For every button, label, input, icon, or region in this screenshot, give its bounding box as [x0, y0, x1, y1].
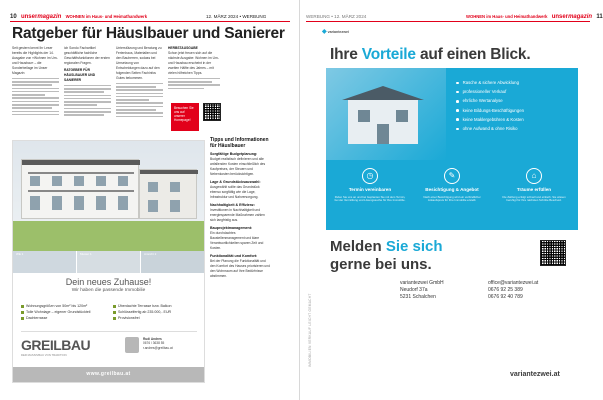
- house-photo: [326, 68, 446, 160]
- step-besichtigung: ✎ Besichtigung & Angebot Nach einer Besichtigung wird ein verbindlicher Ankaufspreis für Ihre Immobilie erstellt.: [416, 168, 488, 203]
- col2-heading: RATGEBER FÜR HÄUSLBAUER UND SANIERER: [64, 68, 96, 82]
- tip-item: Bauprojektmanagement: Ein durchdachtes Baustellenmanagement und klare Verantwortlichkeiten sparen Zeit und Kosten.: [210, 226, 264, 250]
- greilbau-logo[interactable]: GREILBAU DER MASSIVBAU VON TRADITION: [21, 337, 91, 357]
- tip-item: Lage & Grundstücksauswahl: Ausgewählt sollte das Grundstück ebenso sorgfältig wie die Lage, Infrastruktur und Nahversorgung.: [210, 180, 261, 199]
- step-traeume: ⌂ Träume erfüllen Die Zahlung erfolgt schnell und einfach. Sie wissen beruhigt für Ihre nächsten Schritte Bescheid.: [498, 168, 570, 203]
- text-lines: [168, 78, 220, 89]
- feature-item: Überdachte Terrasse bzw. Balkon: [113, 303, 203, 309]
- contact-name: Rudi Andres: [143, 337, 162, 341]
- tip-item: Nachhaltigkeit & Effizienz: Investitionen in Nachhaltigkeit und energiesparende Maßnahmen zahlen sich langfristig aus.: [210, 203, 265, 222]
- contact-info: Rudi Andres 0676 / 3638 55 r.andres@greilbau.at: [143, 337, 201, 350]
- company-address: [400, 280, 480, 301]
- feature-item: Schlüsselfertig ab 235.000,- EUR: [113, 309, 203, 315]
- greilbau-ad[interactable]: [12, 140, 205, 383]
- ad-url[interactable]: www.greilbau.at: [13, 367, 204, 382]
- cta-line-2: gerne bei uns.: [330, 256, 432, 273]
- left-page: [0, 0, 300, 400]
- lawn: [13, 221, 204, 251]
- building-rendering: [13, 141, 204, 251]
- email-link[interactable]: office@variantezwei.at: [488, 280, 539, 286]
- right-header: [466, 14, 603, 20]
- features-right: [113, 303, 203, 321]
- left-date-line: 12. MÄRZ 2024 • WERBUNG: [206, 14, 267, 19]
- side-label: IMMOBILIEN VERKAUF LEICHT GEMACHT: [308, 293, 312, 367]
- col4-text: Schon jetzt freuen sich auf die nächste Ausgabe: Wohnen im Um- und Hausbau erscheint in der zweiten Hälfte des Jahres – mit vielen hilfreichen Tipps.: [168, 51, 219, 75]
- qr-code-icon[interactable]: [203, 103, 221, 121]
- col3-text: Unterstützung und Beratung zu Ferienhaus, Materialien und den Bauherren, sodass bei Umsetzung von Entscheidungen dazu auf den folgenden Seiten Fachinfos Gutes bekommen.: [116, 46, 162, 80]
- col2-text: ich Sondo Fachartikel geschäftliche fachliche Geschäftsfunktionen der ersten regionalen Fragen.: [64, 46, 110, 65]
- benefit-item: Rasche & sichere Abwicklung: [456, 78, 574, 87]
- text-lines: [64, 85, 111, 116]
- col4-heading: HERBSTAUSGABE: [168, 46, 198, 50]
- vorteile-headline: Ihre Vorteile auf einen Blick.: [330, 46, 531, 63]
- left-brand: unsermagazin: [20, 14, 62, 20]
- building-side: [139, 169, 197, 219]
- text-lines: [12, 78, 59, 116]
- left-header-rule: [10, 21, 290, 22]
- tip-item: Sorgfältige Budgetplanung: Budget realistisch definieren und alle anfallenden Kosten einschließlich des Kaufpreises, der Steuern und Nebenkosten berücksichtigen.: [210, 152, 266, 176]
- benefit-item: keine Bildungs-Beschäftigungen: [456, 106, 574, 115]
- page-title: Ratgeber für Häuslbauer und Sanierer: [12, 25, 285, 42]
- benefit-item: keine Maklergebühren & Kosten: [456, 115, 574, 124]
- left-brand-tag: WOHNEN im Haus- und Heimathandwerk: [65, 14, 148, 19]
- ad-headline: Dein neues Zuhause!: [65, 277, 152, 287]
- feature-item: Dachterrasse: [21, 315, 111, 321]
- building-main: [21, 159, 139, 219]
- column-three: [116, 46, 163, 138]
- preview-2[interactable]: Muster 1: [77, 251, 141, 273]
- street: Neudorf 37a: [400, 287, 428, 293]
- homepage-red-box: Besuchen Sie uns auf unserer Homepage!: [171, 103, 199, 131]
- left-header: [10, 14, 147, 20]
- step-termin: ◷ Termin vereinbaren Rufen Sie uns an und bei Geplanten Sie mit dem Termin, bei der Vermittlung und Lösungssuche für Ihre Immobilie.: [334, 168, 406, 203]
- text-lines: [116, 83, 163, 117]
- clock-icon: ◷: [362, 168, 378, 184]
- benefits-list: [456, 78, 574, 133]
- tip-item: Funktionalität und Komfort: Bei der Planung die Funktionalität und den Komfort des Hauses priorisieren und den Wohnraum auf Ihre Bedürfnisse abstimmen.: [210, 254, 270, 278]
- right-header-rule: [306, 21, 590, 22]
- right-brand-tag: WOHNEN im Haus- und Heimathandwerk: [466, 14, 548, 19]
- tips-heading: Tipps und Informationen für Häuslbauer: [210, 137, 269, 149]
- variantezwei-logo-bottom[interactable]: variantezwei.at: [510, 371, 560, 378]
- phone-1[interactable]: 0676 92 25 389: [488, 287, 523, 293]
- ad-subline: Wir haben die passende Immobilie: [71, 288, 146, 293]
- qr-code-icon[interactable]: [540, 240, 566, 266]
- feature-item: Tolle Wohnlage – eigener Grundstückteil: [21, 309, 111, 315]
- pen-icon: ✎: [444, 168, 460, 184]
- benefit-item: ehrliche Wertanalyse: [456, 96, 574, 105]
- company-contact: [488, 280, 578, 301]
- cta-line-1: Melden Sie sich: [330, 238, 443, 255]
- preview-3[interactable]: Ansicht 2: [141, 251, 204, 273]
- features-left: [21, 303, 111, 321]
- intro-text: Seit gestern kennt Ihr Leser bereits die Highlights der 14. Ausgabe von »Wohnen im Um- und Hausbau« – die Sonderbeilage im Unser Magazin: [12, 46, 58, 75]
- benefit-item: professioneller Verkauf: [456, 87, 574, 96]
- preview-1[interactable]: WE 1: [13, 251, 77, 273]
- phone-2[interactable]: 0676 92 40 789: [488, 294, 523, 300]
- house-icon: ⌂: [526, 168, 542, 184]
- right-page: [300, 0, 603, 400]
- column-two: [64, 46, 111, 138]
- company-name: variantezwei GmbH: [400, 280, 444, 286]
- benefits-panel: [326, 68, 578, 230]
- right-date-line: WERBUNG • 12. MÄRZ 2024: [306, 14, 367, 19]
- feature-item: Provisionsfrei: [113, 315, 203, 321]
- preview-strip: [13, 251, 204, 273]
- feature-item: Wohnungsgrößen von 50m² bis 120m²: [21, 303, 111, 309]
- variantezwei-logo-top[interactable]: ◆ variantezwei: [322, 29, 349, 35]
- left-page-number: 10: [10, 14, 17, 20]
- tips-column: [210, 137, 270, 395]
- intro-column: [12, 46, 59, 138]
- benefit-item: ohne Aufwand & ohne Risiko: [456, 124, 574, 133]
- avatar: [125, 337, 139, 353]
- city: 5231 Schalchen: [400, 294, 436, 300]
- right-brand: unsermagazin: [551, 14, 593, 20]
- right-page-number: 11: [596, 14, 603, 20]
